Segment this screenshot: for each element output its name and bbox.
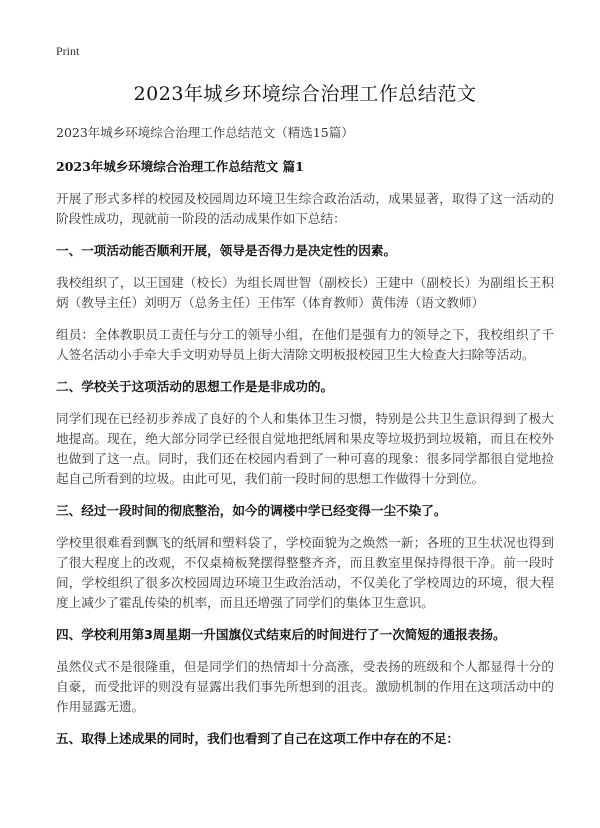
document-subtitle: 2023年城乡环境综合治理工作总结范文（精选15篇） bbox=[56, 125, 354, 140]
paragraph-habits: 同学们现在已经初步养成了良好的个人和集体卫生习惯，特别是公共卫生意识得到了极大地提高。现在，绝大部分同学已经很自觉地把纸屑和果皮等垃圾扔到垃圾箱，而且在校外也做到了这一点。同时，我们还在校园内看到了一种可喜的现象：很多同学都很自觉地捡起自己所看到的垃圾。由此可见，我们前一段时间的思想工作做得十分到位。 bbox=[56, 411, 554, 486]
heading-point-4: 四、学校利用第3周星期一升国旗仪式结束后的时间进行了一次简短的通报表扬。 bbox=[56, 627, 506, 642]
paragraph-leaders: 我校组织了，以王国建（校长）为组长周世智（副校长）王建中（副校长）为副组长王积炳（教导主任）刘明万（总务主任）王伟军（体育教师）黄伟涛（语文教师） bbox=[56, 275, 554, 310]
paragraph-campus: 学校里很难看到飘飞的纸屑和塑料袋了，学校面貌为之焕然一新；各班的卫生状况也得到了很大程度上的改观，不仅桌椅板凳摆得整整齐齐，而且教室里保持得很干净。前一段时间，学校组织了很多次校园周边环境卫生政治活动，不仅美化了学校周边的环境，很大程度上减少了霍乱传染的机率，而且还增强了同学们的集体卫生意识。 bbox=[56, 535, 554, 610]
heading-point-2: 二、学校关于这项活动的思想工作是是非成功的。 bbox=[56, 379, 334, 394]
paragraph-members: 组员：全体教职员工责任与分工的领导小组，在他们是强有力的领导之下，我校组织了千人签名活动小手牵大手文明劝导员上街大清除文明板报校园卫生大检查大扫除等活动。 bbox=[56, 327, 554, 362]
section-heading: 2023年城乡环境综合治理工作总结范文 篇1 bbox=[56, 159, 304, 174]
paragraph-intro: 开展了形式多样的校园及校园周边环境卫生综合政治活动，成果显著，取得了这一活动的阶段性成功，现就前一阶段的活动成果作如下总结： bbox=[56, 191, 554, 226]
print-link[interactable]: Print bbox=[56, 44, 80, 58]
document-title: 2023年城乡环境综合治理工作总结范文 bbox=[133, 83, 477, 105]
heading-point-5: 五、取得上述成果的同时，我们也看到了自己在这项工作中存在的不足： bbox=[56, 731, 459, 746]
paragraph-ceremony: 虽然仪式不是很隆重，但是同学们的热情却十分高涨，受表扬的班级和个人都显得十分的自豪，而受批评的则没有显露出我们事先所想到的沮丧。激励机制的作用在这项活动中的作用显露无遗。 bbox=[56, 659, 554, 714]
heading-point-3: 三、经过一段时间的彻底整治，如今的调楼中学已经变得一尘不染了。 bbox=[56, 503, 447, 518]
heading-point-1: 一、一项活动能否顺利开展，领导是否得力是决定性的因素。 bbox=[56, 243, 397, 258]
